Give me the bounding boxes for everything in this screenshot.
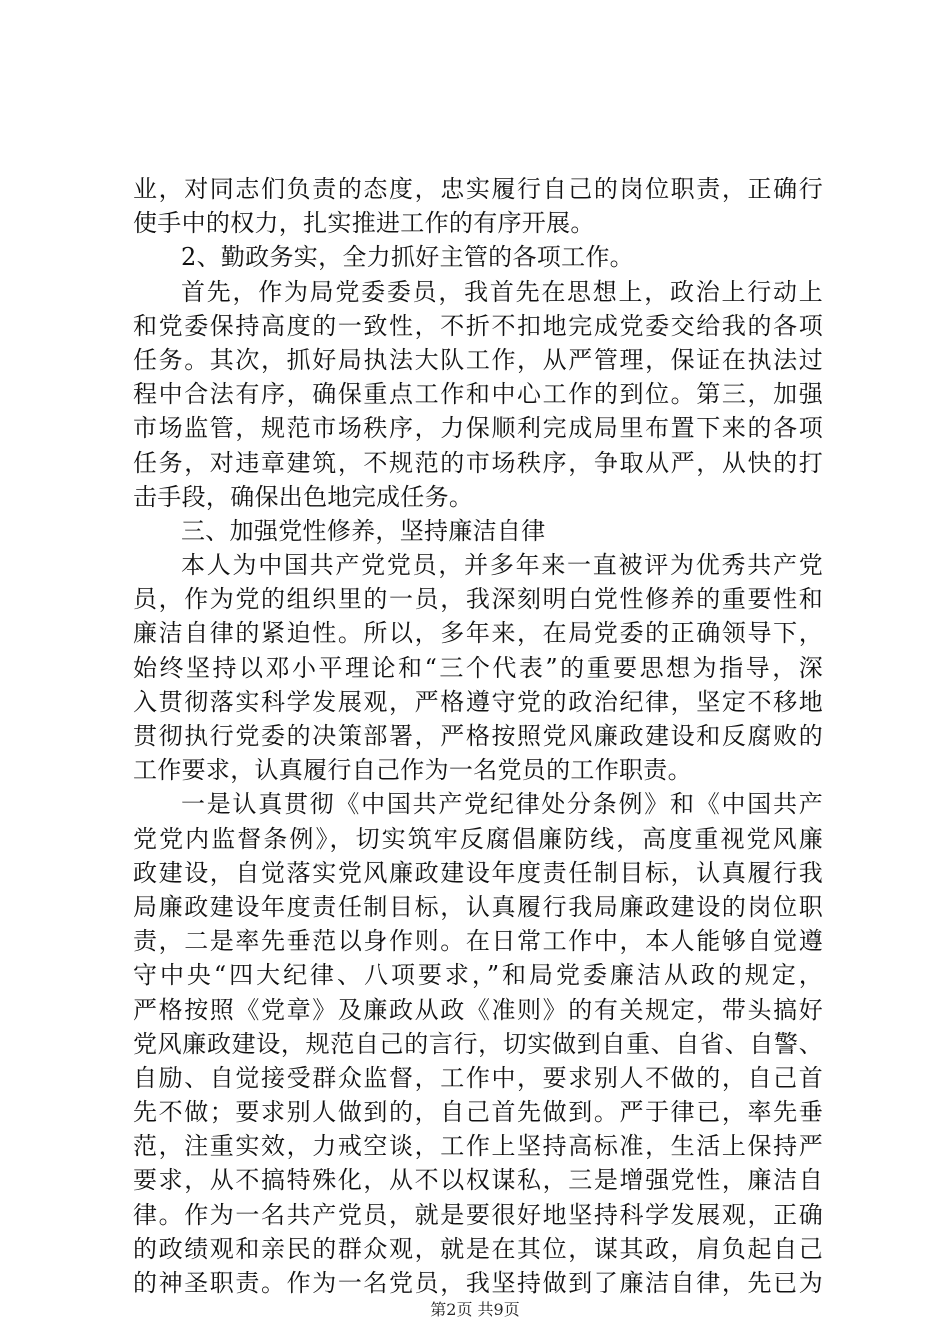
text-line: 的神圣职责。作为一名党员，我坚持做到了廉洁自律，先已为 bbox=[133, 1269, 823, 1297]
text-line: 任务，对违章建筑，不规范的市场秩序，争取从严，从快的打 bbox=[133, 448, 823, 477]
text-line: 局廉政建设年度责任制目标，认真履行我局廉政建设的岗位职 bbox=[133, 892, 823, 921]
text-line: 程中合法有序，确保重点工作和中心工作的到位。第三，加强 bbox=[133, 380, 823, 409]
text-line: 入贯彻落实科学发展观，严格遵守党的政治纪律，坚定不移地 bbox=[133, 687, 823, 716]
text-line: 2、勤政务实，全力抓好主管的各项工作。 bbox=[181, 243, 634, 272]
text-line: 自励、自觉接受群众监督，工作中，要求别人不做的，自己首 bbox=[133, 1063, 823, 1092]
text-line: 三、加强党性修养，坚持廉洁自律 bbox=[181, 516, 546, 545]
text-line: 守中央“四大纪律、八项要求，”和局党委廉洁从政的规定， bbox=[133, 961, 823, 990]
text-line: 政建设，自觉落实党风廉政建设年度责任制目标，认真履行我 bbox=[133, 858, 823, 887]
page-footer: 第2页 共9页 bbox=[430, 1300, 520, 1319]
text-line: 任务。其次，抓好局执法大队工作，从严管理，保证在执法过 bbox=[133, 345, 823, 374]
text-line: 击手段，确保出色地完成任务。 bbox=[133, 482, 474, 511]
text-line: 工作要求，认真履行自己作为一名党员的工作职责。 bbox=[133, 756, 692, 785]
text-line: 的政绩观和亲民的群众观，就是在其位，谋其政，肩负起自己 bbox=[133, 1234, 823, 1263]
text-line: 律。作为一名共产党员，就是要很好地坚持科学发展观，正确 bbox=[133, 1200, 823, 1229]
text-line: 员，作为党的组织里的一员，我深刻明白党性修养的重要性和 bbox=[133, 585, 823, 614]
text-line: 始终坚持以邓小平理论和“三个代表”的重要思想为指导，深 bbox=[133, 653, 823, 682]
text-line: 严格按照《党章》及廉政从政《准则》的有关规定，带头搞好 bbox=[133, 995, 823, 1024]
text-line: 一是认真贯彻《中国共产党纪律处分条例》和《中国共产 bbox=[181, 790, 823, 819]
text-line: 党风廉政建设，规范自己的言行，切实做到自重、自省、自警、 bbox=[133, 1029, 823, 1058]
text-line: 要求，从不搞特殊化，从不以权谋私，三是增强党性，廉洁自 bbox=[133, 1166, 823, 1195]
text-line: 市场监管，规范市场秩序，力保顺利完成局里布置下来的各项 bbox=[133, 414, 823, 443]
document-body bbox=[133, 172, 823, 1300]
text-line: 业，对同志们负责的态度，忠实履行自己的岗位职责，正确行 bbox=[133, 175, 823, 203]
text-line: 范，注重实效，力戒空谈，工作上坚持高标准，生活上保持严 bbox=[133, 1132, 823, 1161]
text-line: 和党委保持高度的一致性，不折不扣地完成党委交给我的各项 bbox=[133, 311, 823, 340]
text-line: 本人为中国共产党党员，并多年来一直被评为优秀共产党 bbox=[181, 551, 823, 580]
text-line: 廉洁自律的紧迫性。所以，多年来，在局党委的正确领导下， bbox=[133, 619, 823, 648]
text-line: 党党内监督条例》，切实筑牢反腐倡廉防线，高度重视党风廉 bbox=[133, 824, 823, 853]
text-line: 责，二是率先垂范以身作则。在日常工作中，本人能够自觉遵 bbox=[133, 927, 823, 956]
text-line: 首先，作为局党委委员，我首先在思想上，政治上行动上 bbox=[181, 277, 823, 306]
text-line: 贯彻执行党委的决策部署，严格按照党风廉政建设和反腐败的 bbox=[133, 722, 823, 750]
text-line: 使手中的权力，扎实推进工作的有序开展。 bbox=[133, 209, 595, 238]
text-line: 先不做；要求别人做到的，自己首先做到。严于律已，率先垂 bbox=[133, 1098, 823, 1127]
